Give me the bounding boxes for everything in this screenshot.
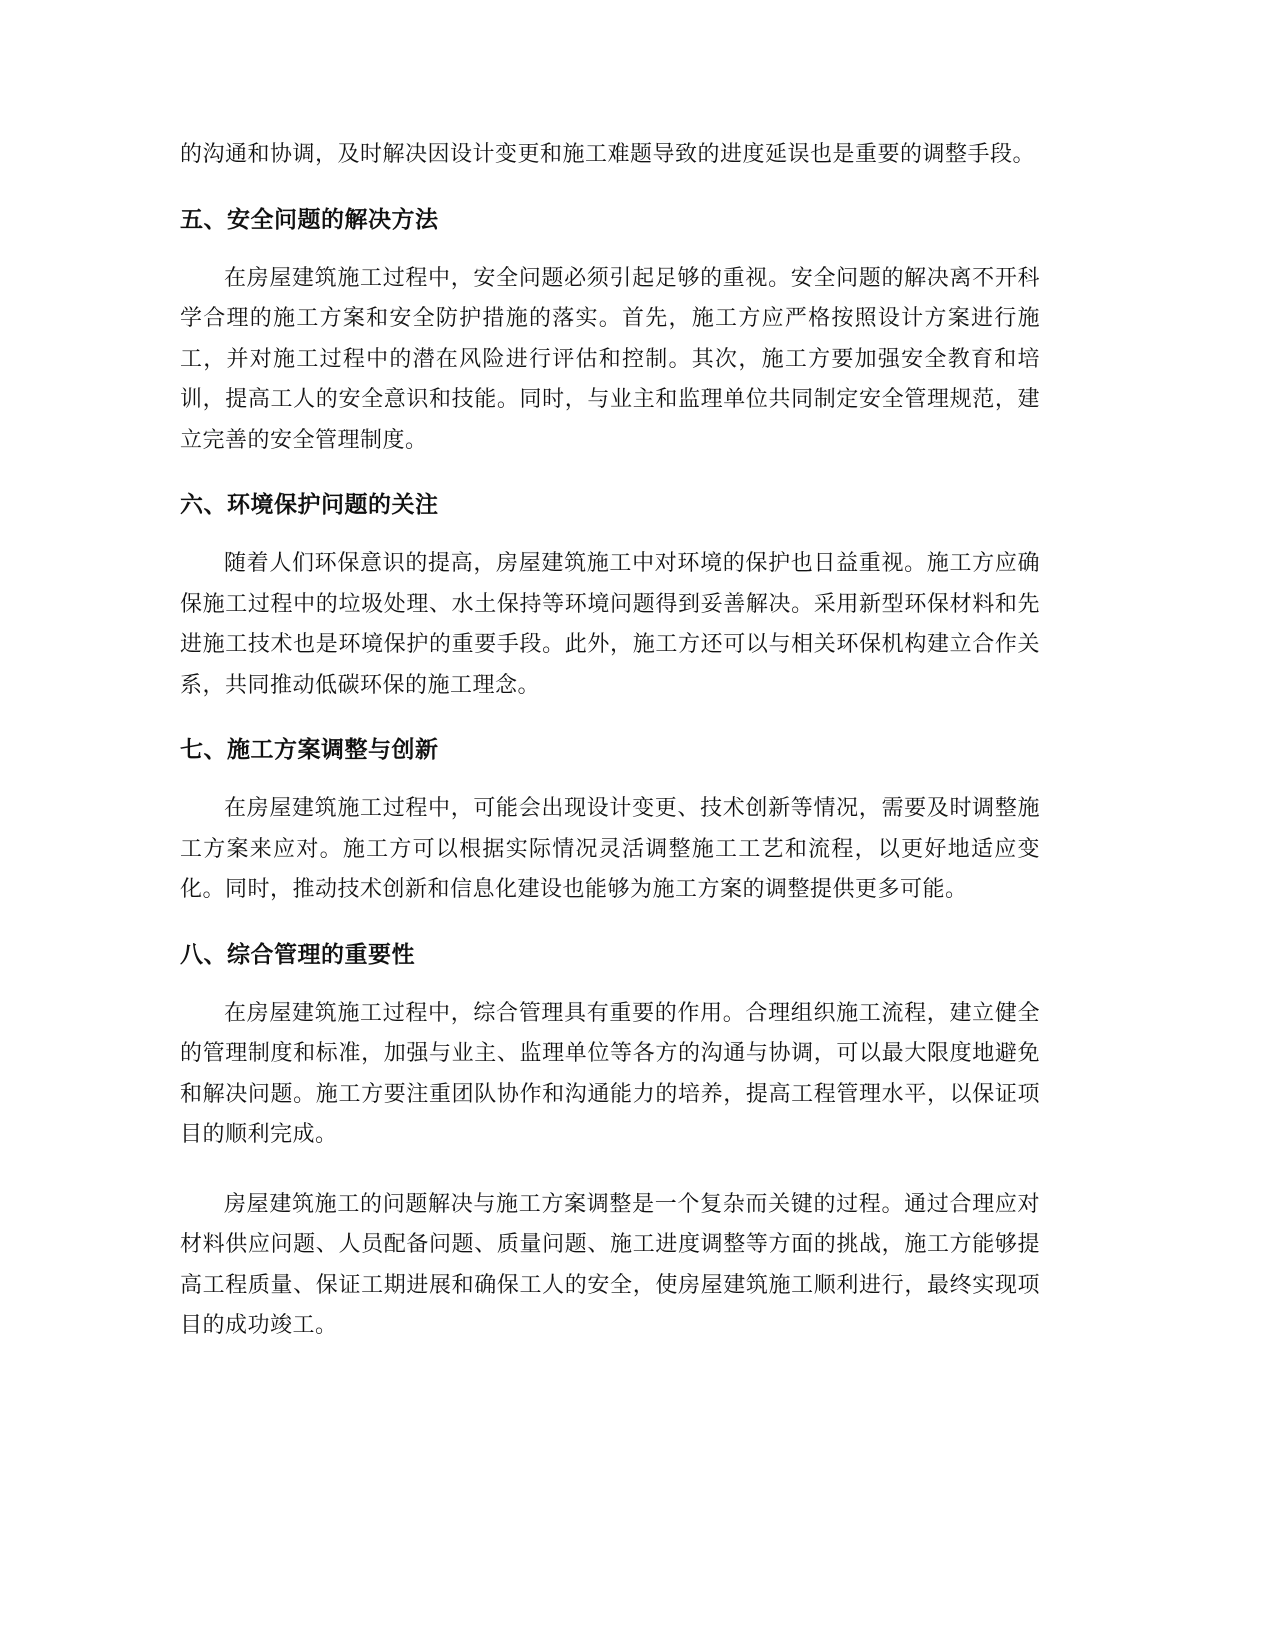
continuation-paragraph: 的沟通和协调，及时解决因设计变更和施工难题导致的进度延误也是重要的调整手段。 [180, 142, 1036, 167]
section-paragraph-7: 在房屋建筑施工过程中，可能会出现设计变更、技术创新等情况，需要及时调整施工方案来应对。施工方可以根据实际情况灵活调整施工工艺和流程，以更好地适应变化。同时，推动技术创新和信息化建设也能够为施工方案的调整提供更多可能。 [180, 796, 1040, 902]
conclusion-paragraph: 房屋建筑施工的问题解决与施工方案调整是一个复杂而关键的过程。通过合理应对材料供应问题、人员配备问题、质量问题、施工进度调整等方面的挑战，施工方能够提高工程质量、保证工期进展和确保工人的安全，使房屋建筑施工顺利进行，最终实现项目的成功竣工。 [180, 1191, 1040, 1338]
section-paragraph-5: 在房屋建筑施工过程中，安全问题必须引起足够的重视。安全问题的解决离不开科学合理的施工方案和安全防护措施的落实。首先，施工方应严格按照设计方案进行施工，并对施工过程中的潜在风险进行评估和控制。其次，施工方要加强安全教育和培训，提高工人的安全意识和技能。同时，与业主和监理单位共同制定安全管理规范，建立完善的安全管理制度。 [180, 265, 1040, 453]
section-paragraph-6: 随着人们环保意识的提高，房屋建筑施工中对环境的保护也日益重视。施工方应确保施工过程中的垃圾处理、水土保持等环境问题得到妥善解决。采用新型环保材料和先进施工技术也是环境保护的重要手段。此外，施工方还可以与相关环保机构建立合作关系，共同推动低碳环保的施工理念。 [180, 551, 1040, 698]
section-heading-7: 七、施工方案调整与创新 [180, 737, 439, 763]
section-heading-6: 六、环境保护问题的关注 [180, 492, 439, 518]
section-heading-8: 八、综合管理的重要性 [180, 941, 415, 968]
section-paragraph-8: 在房屋建筑施工过程中，综合管理具有重要的作用。合理组织施工流程，建立健全的管理制度和标准，加强与业主、监理单位等各方的沟通与协调，可以最大限度地避免和解决问题。施工方要注重团队协作和沟通能力的培养，提高工程管理水平，以保证项目的顺利完成。 [180, 1000, 1040, 1147]
section-heading-5: 五、安全问题的解决方法 [180, 206, 439, 233]
document-page [180, 135, 1040, 1347]
